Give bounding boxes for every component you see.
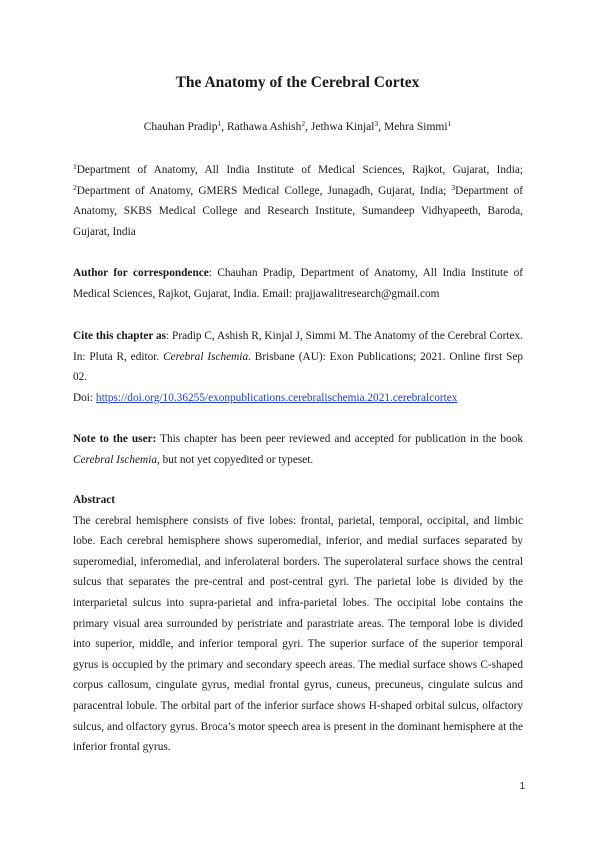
affiliation: Department of Anatomy, SKBS Medical College and Research Institute, Sumandeep Vidhyapeeth, Baroda, Gujarat, India (73, 184, 523, 238)
author: Chauhan Pradip$^1$, (143, 119, 227, 133)
affiliations (73, 160, 523, 242)
citation-book-title: Cerebral Ischemia (163, 350, 249, 363)
citation (73, 326, 523, 408)
author: Jethwa Kinjal$^3$, (310, 119, 384, 133)
citation-label: Cite this chapter as (73, 330, 167, 342)
affiliation: Department of Anatomy, GMERS Medical College, Junagadh, Gujarat, India; (76, 184, 452, 197)
note-book-title: Cerebral Ischemia (73, 453, 157, 466)
doi-link[interactable]: https://doi.org/10.36255/exonpublications.cerebralischemia.2021.cerebralcortex (95, 391, 458, 404)
note-to-user (73, 429, 523, 470)
affiliation-marker: 1 (73, 162, 77, 171)
page-number: 1 (519, 781, 525, 792)
correspondence-text: : Chauhan Pradip, Department of Anatomy, All India Institute of Medical Sciences, Rajkot, Gujarat, India. Email: prajjawalitresearch@gmail.com (73, 267, 523, 300)
citation-text: . Brisbane (AU): Exon Publications; 2021. Online first Sep 02. (73, 350, 524, 384)
abstract (73, 490, 523, 758)
author: Mehra Simmi$^1$ (383, 119, 452, 133)
author-list (0, 119, 595, 135)
citation-text: : Pradip C, Ashish R, Kinjal J, Simmi M. The Anatomy of the Cerebral Cortex. In: Pluta R, editor. (73, 330, 523, 363)
abstract-body: The cerebral hemisphere consists of five lobes: frontal, parietal, temporal, occipital, and limbic lobe. Each cerebral hemisphere shows superomedial, inferior, and medial surfaces separated by superomedial, inferomedial, and inferolateral borders. The superolateral surface shows the central sulcus that separates the pre-central and post-central gyri. The parietal lobe is divided by the interparietal sulcus into supra-parietal and infra-parietal lobes. The occipital lobe contains the primary visual area surrounded by peristriate and parastriate areas. The temporal lobe is divided into superior, middle, and inferior temporal gyri. The superior surface of the superior temporal gyrus is occupied by the primary and secondary speech areas. The medial surface shows C-shaped corpus callosum, cingulate gyrus, medial frontal gyrus, cuneus, precuneus, cingulate sulcus and paracentral lobule. The orbital part of the inferior surface shows H-shaped orbital sulcus, olfactory sulcus, and olfactory gyrus. Broca’s motor speech area is present in the dominant hemisphere at the inferior frontal gyrus. (73, 514, 523, 754)
chapter-title: The Anatomy of the Cerebral Cortex (175, 74, 420, 91)
affiliation-marker: 3 (451, 182, 456, 192)
note-text: , but not yet copyedited or typeset. (156, 453, 314, 466)
doi-label: Doi: (73, 391, 96, 404)
correspondence-label: Author for correspondence (73, 267, 209, 279)
correspondence (73, 263, 523, 304)
author: Rathawa Ashish$^2$, (226, 119, 311, 133)
affiliation-marker: 2 (73, 182, 77, 192)
affiliation: Department of Anatomy, All India Institute of Medical Sciences, Rajkot, Gujarat, India; (76, 164, 523, 176)
note-label: Note to the user: (73, 433, 157, 445)
abstract-heading: Abstract (73, 494, 116, 506)
note-text: This chapter has been peer reviewed and accepted for publication in the book (156, 433, 523, 445)
